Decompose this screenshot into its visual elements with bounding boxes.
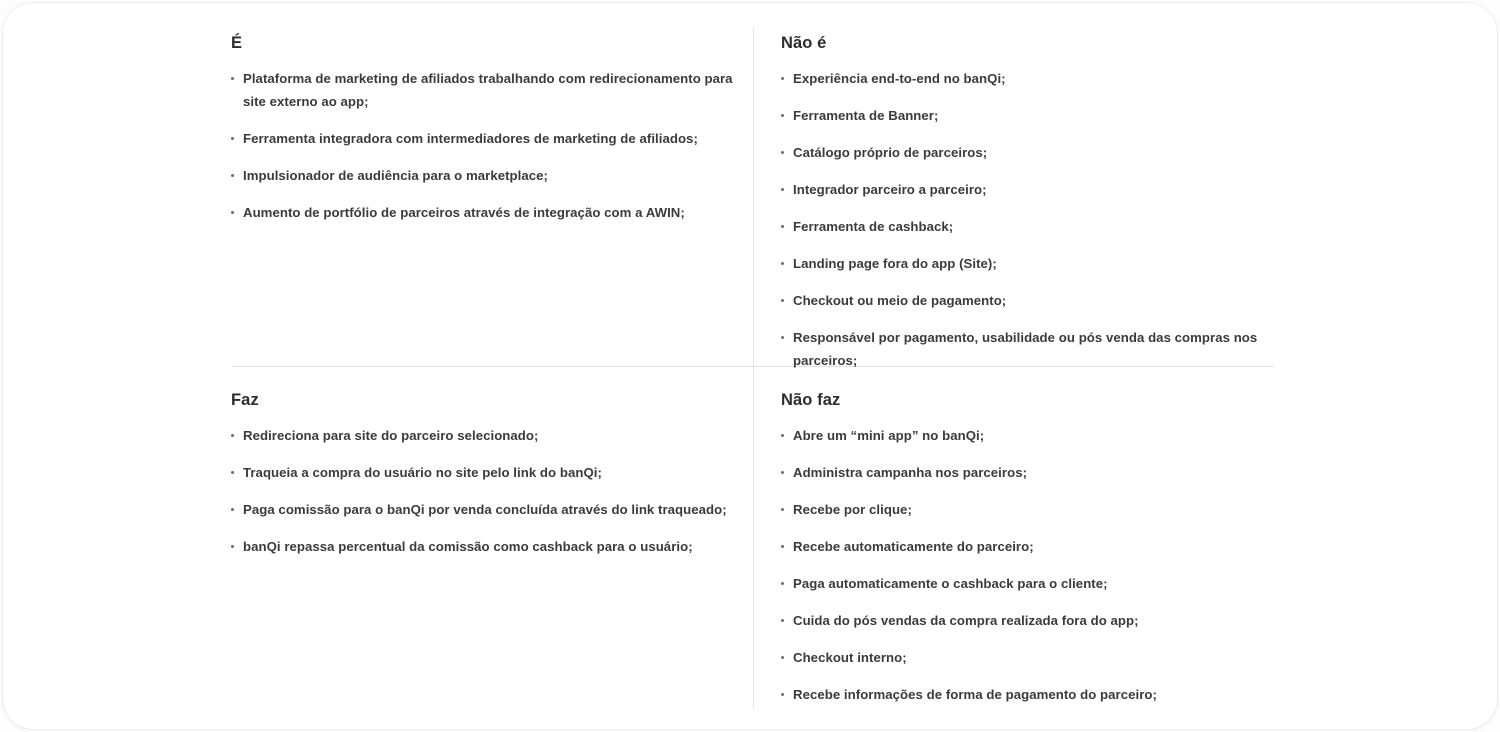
list-item: Traqueia a compra do usuário no site pelo link do banQi; bbox=[231, 461, 741, 484]
quadrant-does bbox=[231, 390, 741, 558]
list-item: Administra campanha nos parceiros; bbox=[781, 461, 1281, 484]
list-item: Abre um “mini app” no banQi; bbox=[781, 424, 1281, 447]
list-item: Redireciona para site do parceiro selecionado; bbox=[231, 424, 741, 447]
list-item: banQi repassa percentual da comissão como cashback para o usuário; bbox=[231, 535, 741, 558]
list-item: Paga automaticamente o cashback para o cliente; bbox=[781, 572, 1281, 595]
quadrant-does-list bbox=[231, 424, 741, 558]
list-item: Checkout interno; bbox=[781, 646, 1281, 669]
list-item: Recebe automaticamente do parceiro; bbox=[781, 535, 1281, 558]
list-item: Aumento de portfólio de parceiros através de integração com a AWIN; bbox=[231, 201, 741, 224]
list-item: Cuida do pós vendas da compra realizada fora do app; bbox=[781, 609, 1281, 632]
quadrant-does-title: Faz bbox=[231, 391, 259, 409]
vertical-divider bbox=[753, 28, 754, 708]
quadrant-does-not-list bbox=[781, 424, 1281, 706]
list-item: Impulsionador de audiência para o marketplace; bbox=[231, 164, 741, 187]
list-item: Ferramenta de Banner; bbox=[781, 104, 1281, 127]
quadrant-is-title: É bbox=[231, 34, 243, 52]
list-item: Experiência end-to-end no banQi; bbox=[781, 67, 1281, 90]
quadrant-is-not-list bbox=[781, 67, 1281, 372]
list-item: Ferramenta de cashback; bbox=[781, 215, 1281, 238]
list-item: Recebe informações de forma de pagamento do parceiro; bbox=[781, 683, 1281, 706]
list-item: Paga comissão para o banQi por venda concluída através do link traqueado; bbox=[231, 498, 741, 521]
quadrant-is-list bbox=[231, 67, 741, 224]
list-item: Catálogo próprio de parceiros; bbox=[781, 141, 1281, 164]
scope-definition-card bbox=[3, 3, 1497, 729]
list-item: Integrador parceiro a parceiro; bbox=[781, 178, 1281, 201]
list-item: Plataforma de marketing de afiliados trabalhando com redirecionamento para site externo ao app; bbox=[231, 67, 741, 113]
quadrant-is-not-title: Não é bbox=[781, 34, 827, 52]
list-item: Landing page fora do app (Site); bbox=[781, 252, 1281, 275]
list-item: Checkout ou meio de pagamento; bbox=[781, 289, 1281, 312]
quadrant-does-not bbox=[781, 390, 1281, 706]
quadrant-is-not bbox=[781, 33, 1281, 372]
quadrant-is bbox=[231, 33, 741, 224]
list-item: Responsável por pagamento, usabilidade ou pós venda das compras nos parceiros; bbox=[781, 326, 1281, 372]
list-item: Ferramenta integradora com intermediadores de marketing de afiliados; bbox=[231, 127, 741, 150]
quadrant-does-not-title: Não faz bbox=[781, 391, 841, 409]
list-item: Recebe por clique; bbox=[781, 498, 1281, 521]
